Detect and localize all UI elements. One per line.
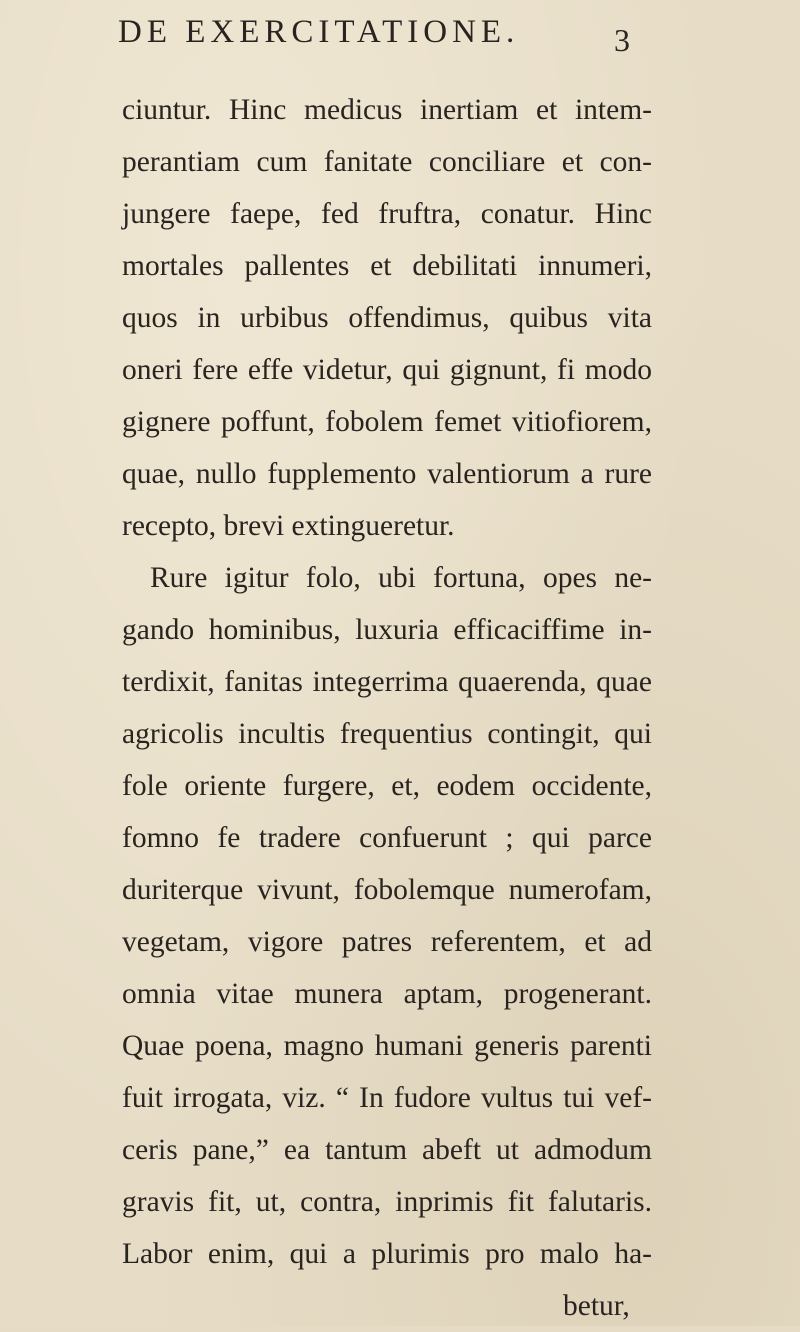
text-line: jungere faepe, fed fruftra, conatur. Hinc	[122, 198, 652, 230]
text-line: vegetam, vigore patres referentem, et ad	[122, 926, 652, 958]
text-line: Labor enim, qui a plurimis pro malo ha-	[122, 1238, 652, 1270]
text-line: terdixit, fanitas integerrima quaerenda, quae	[122, 666, 652, 698]
page-number: 3	[614, 22, 630, 58]
text-line: omnia vitae munera aptam, progenerant.	[122, 978, 652, 1010]
text-line: perantiam cum fanitate conciliare et con-	[122, 146, 652, 178]
text-line: fole oriente furgere, et, eodem occidente,	[122, 770, 652, 802]
running-head	[0, 14, 800, 74]
text-line: gando hominibus, luxuria efficaciffime in-	[122, 614, 652, 646]
running-title: DE EXERCITATIONE.	[118, 14, 520, 50]
text-line: ceris pane,” ea tantum abeft ut admodum	[122, 1134, 652, 1166]
text-line: agricolis incultis frequentius contingit, qui	[122, 718, 652, 750]
text-line: fomno fe tradere confuerunt ; qui parce	[122, 822, 652, 854]
paragraph-start-line: Rure igitur folo, ubi fortuna, opes ne-	[150, 562, 652, 594]
paragraph-end-line: recepto, brevi extingueretur.	[122, 510, 455, 542]
text-line: mortales pallentes et debilitati innumeri,	[122, 250, 652, 282]
catchword: betur,	[563, 1290, 630, 1322]
text-line: duriterque vivunt, fobolemque numerofam,	[122, 874, 652, 906]
text-line: gravis fit, ut, contra, inprimis fit falutaris.	[122, 1186, 652, 1218]
text-line: Quae poena, magno humani generis parenti	[122, 1030, 652, 1062]
text-line: gignere poffunt, fobolem femet vitiofiorem,	[122, 406, 652, 438]
text-line: fuit irrogata, viz. “ In fudore vultus tui vef-	[122, 1082, 652, 1114]
text-line: quos in urbibus offendimus, quibus vita	[122, 302, 652, 334]
text-line: quae, nullo fupplemento valentiorum a rure	[122, 458, 652, 490]
text-line: ciuntur. Hinc medicus inertiam et intem-	[122, 94, 652, 126]
text-line: oneri fere effe videtur, qui gignunt, fi modo	[122, 354, 652, 386]
